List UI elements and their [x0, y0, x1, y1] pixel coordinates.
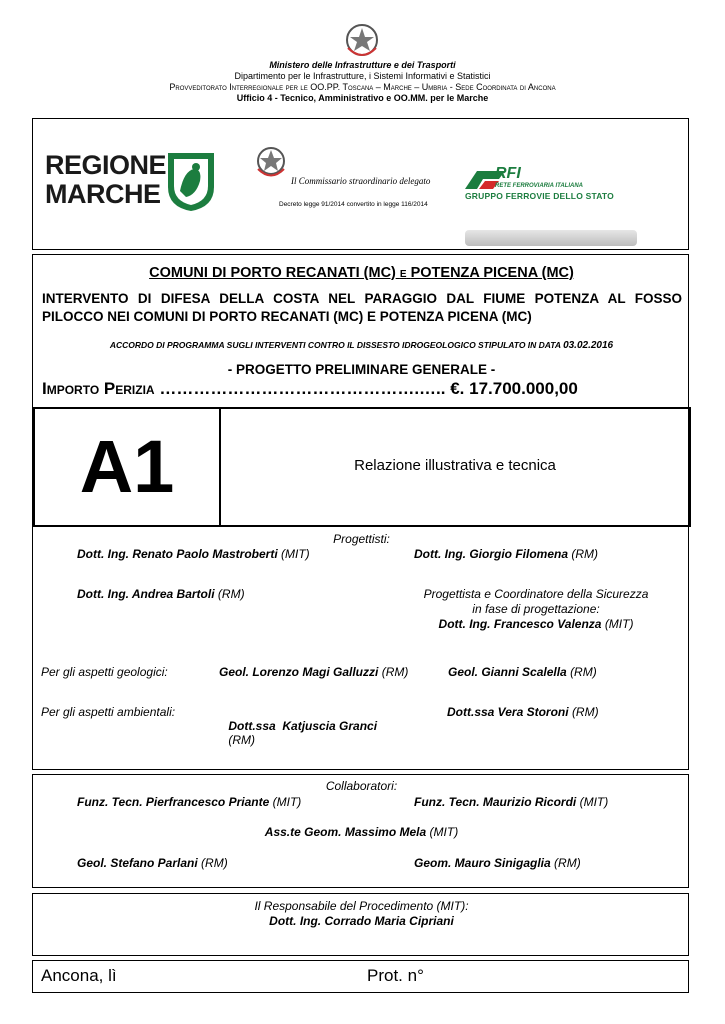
collaboratore-3-name: Ass.te Geom. Massimo Mela [264, 825, 427, 839]
department-name: Dipartimento per le Infrastrutture, i Sistemi Informativi e Statistici [234, 71, 491, 81]
collaboratore-5-org: (RM) [554, 856, 581, 870]
collaboratore-4 [77, 856, 228, 870]
collaboratore-2 [414, 795, 608, 809]
ambientale-1 [215, 705, 377, 761]
accordo-date: 03.02.2016 [563, 340, 614, 351]
coordinatore-block [401, 587, 671, 632]
progetto-title: - PROGETTO PRELIMINARE GENERALE - [227, 362, 496, 377]
progettista-3-name: Dott. Ing. Andrea Bartoli [77, 587, 215, 601]
progettisti-heading: Progettisti: [333, 532, 390, 546]
intervento-title: INTERVENTO DI DIFESA DELLA COSTA NEL PARAGGIO DAL FIUME POTENZA AL FOSSO PILOCCO NEI COMUNI DI PORTO RECANATI (MC) E POTENZA PICENA (MC) [42, 291, 682, 324]
coordinatore-org: (MIT) [604, 617, 634, 631]
progettista-3-org: (RM) [217, 587, 245, 601]
importo-dots: ……………………………………….….. [159, 379, 446, 398]
provveditorato-name: Provveditorato Interregionale per le OO.PP. Toscana – Marche – Umbria - Sede Coordinata di Ancona [169, 82, 556, 92]
progettista-2-org: (RM) [571, 547, 598, 561]
project-box [32, 254, 689, 770]
document-description: Relazione illustrativa e tecnica [354, 457, 556, 474]
geologo-2 [448, 665, 597, 679]
coordinatore-name: Dott. Ing. Francesco Valenza [438, 617, 602, 631]
importo-value: €. 17.700.000,00 [450, 379, 578, 398]
accordo-text: ACCORDO DI PROGRAMMA SUGLI INTERVENTI CONTRO IL DISSESTO IDROGEOLOGICO STIPULATO IN DATA [109, 340, 561, 350]
document-code-box [33, 407, 691, 527]
decreto-label: Decreto legge 91/2014 convertito in legge 116/2014 [279, 201, 428, 208]
progettista-1-name: Dott. Ing. Renato Paolo Mastroberti [77, 547, 278, 561]
commissario-emblem-icon [255, 145, 287, 181]
coordinatore-role-1: Progettista e Coordinatore della Sicurezza [423, 587, 649, 601]
progettista-1-org: (MIT) [281, 547, 310, 561]
geologo-1-org: (RM) [381, 665, 409, 679]
importo-line [42, 379, 682, 399]
ambientale-2-name: Dott.ssa Vera Storoni [447, 705, 569, 719]
coordinatore-role-2: in fase di progettazione: [472, 602, 600, 616]
responsabile-label: Il Responsabile del Procedimento (MIT): [254, 899, 469, 913]
collaboratori-box [32, 774, 689, 888]
accordo-line [33, 340, 690, 351]
collaboratore-5-name: Geom. Mauro Sinigaglia [414, 856, 551, 870]
collaboratore-4-name: Geol. Stefano Parlani [77, 856, 198, 870]
office-name: Ufficio 4 - Tecnico, Amministrativo e OO.MM. per le Marche [236, 93, 489, 103]
regione-logo-line2: MARCHE [45, 179, 161, 209]
ambientale-1-name: Dott.ssa Katjuscia Granci [228, 719, 378, 733]
ambientale-2 [447, 705, 599, 719]
logos-box [32, 118, 689, 250]
ambientali-label: Per gli aspetti ambientali: [41, 705, 176, 719]
collaboratore-2-name: Funz. Tecn. Maurizio Ricordi [414, 795, 577, 809]
geologo-1-name: Geol. Lorenzo Magi Galluzzi [219, 665, 379, 679]
ministry-name: Ministero delle Infrastrutture e dei Trasporti [269, 60, 456, 70]
comuni-title-a: COMUNI DI PORTO RECANATI (MC) [149, 265, 396, 281]
geologo-2-org: (RM) [570, 665, 597, 679]
regione-marche-logo [45, 151, 166, 209]
ministry-header [0, 60, 725, 104]
rfi-subtitle-1: RETE FERROVIARIA ITALIANA [495, 183, 583, 189]
italian-republic-emblem-icon [344, 22, 380, 60]
comuni-title-b: POTENZA PICENA (MC) [410, 265, 574, 281]
footer-place: Ancona, lì [41, 966, 117, 985]
responsabile-name: Dott. Ing. Corrado Maria Cipriani [269, 914, 454, 928]
collaboratore-5 [414, 856, 581, 870]
rfi-decorative-bar [465, 230, 637, 246]
collaboratore-2-org: (MIT) [579, 795, 609, 809]
comuni-title-e: E [399, 269, 407, 280]
rfi-logo-title: RFI [495, 165, 521, 182]
progettista-1 [77, 547, 310, 561]
geologici-label: Per gli aspetti geologici: [41, 665, 168, 679]
footer-prot: Prot. n° [367, 966, 424, 985]
rfi-logo-text [495, 165, 521, 183]
responsabile-box [32, 893, 689, 956]
regione-marche-emblem-icon [166, 151, 216, 213]
regione-logo-line1: REGIONE [45, 150, 167, 180]
collaboratore-1-org: (MIT) [272, 795, 302, 809]
progettista-2-name: Dott. Ing. Giorgio Filomena [414, 547, 568, 561]
collaboratori-heading: Collaboratori: [325, 779, 398, 793]
rfi-subtitle-2: GRUPPO FERROVIE DELLO STATO [465, 191, 614, 201]
importo-label: Importo Perizia [42, 379, 155, 398]
geologo-1 [219, 665, 408, 679]
progettista-2 [414, 547, 598, 561]
collaboratore-3 [33, 825, 690, 839]
progettista-3 [77, 587, 245, 601]
collaboratore-1 [77, 795, 301, 809]
document-code: A1 [35, 409, 221, 525]
ambientale-1-org: (RM) [228, 733, 255, 747]
geologo-2-name: Geol. Gianni Scalella [448, 665, 567, 679]
comuni-title [33, 265, 690, 281]
collaboratore-4-org: (RM) [201, 856, 228, 870]
collaboratore-1-name: Funz. Tecn. Pierfrancesco Priante [77, 795, 270, 809]
collaboratore-3-org: (MIT) [429, 825, 459, 839]
footer-box [32, 960, 689, 993]
commissario-label: Il Commissario straordinario delegato [291, 176, 431, 186]
ambientale-2-org: (RM) [571, 705, 599, 719]
